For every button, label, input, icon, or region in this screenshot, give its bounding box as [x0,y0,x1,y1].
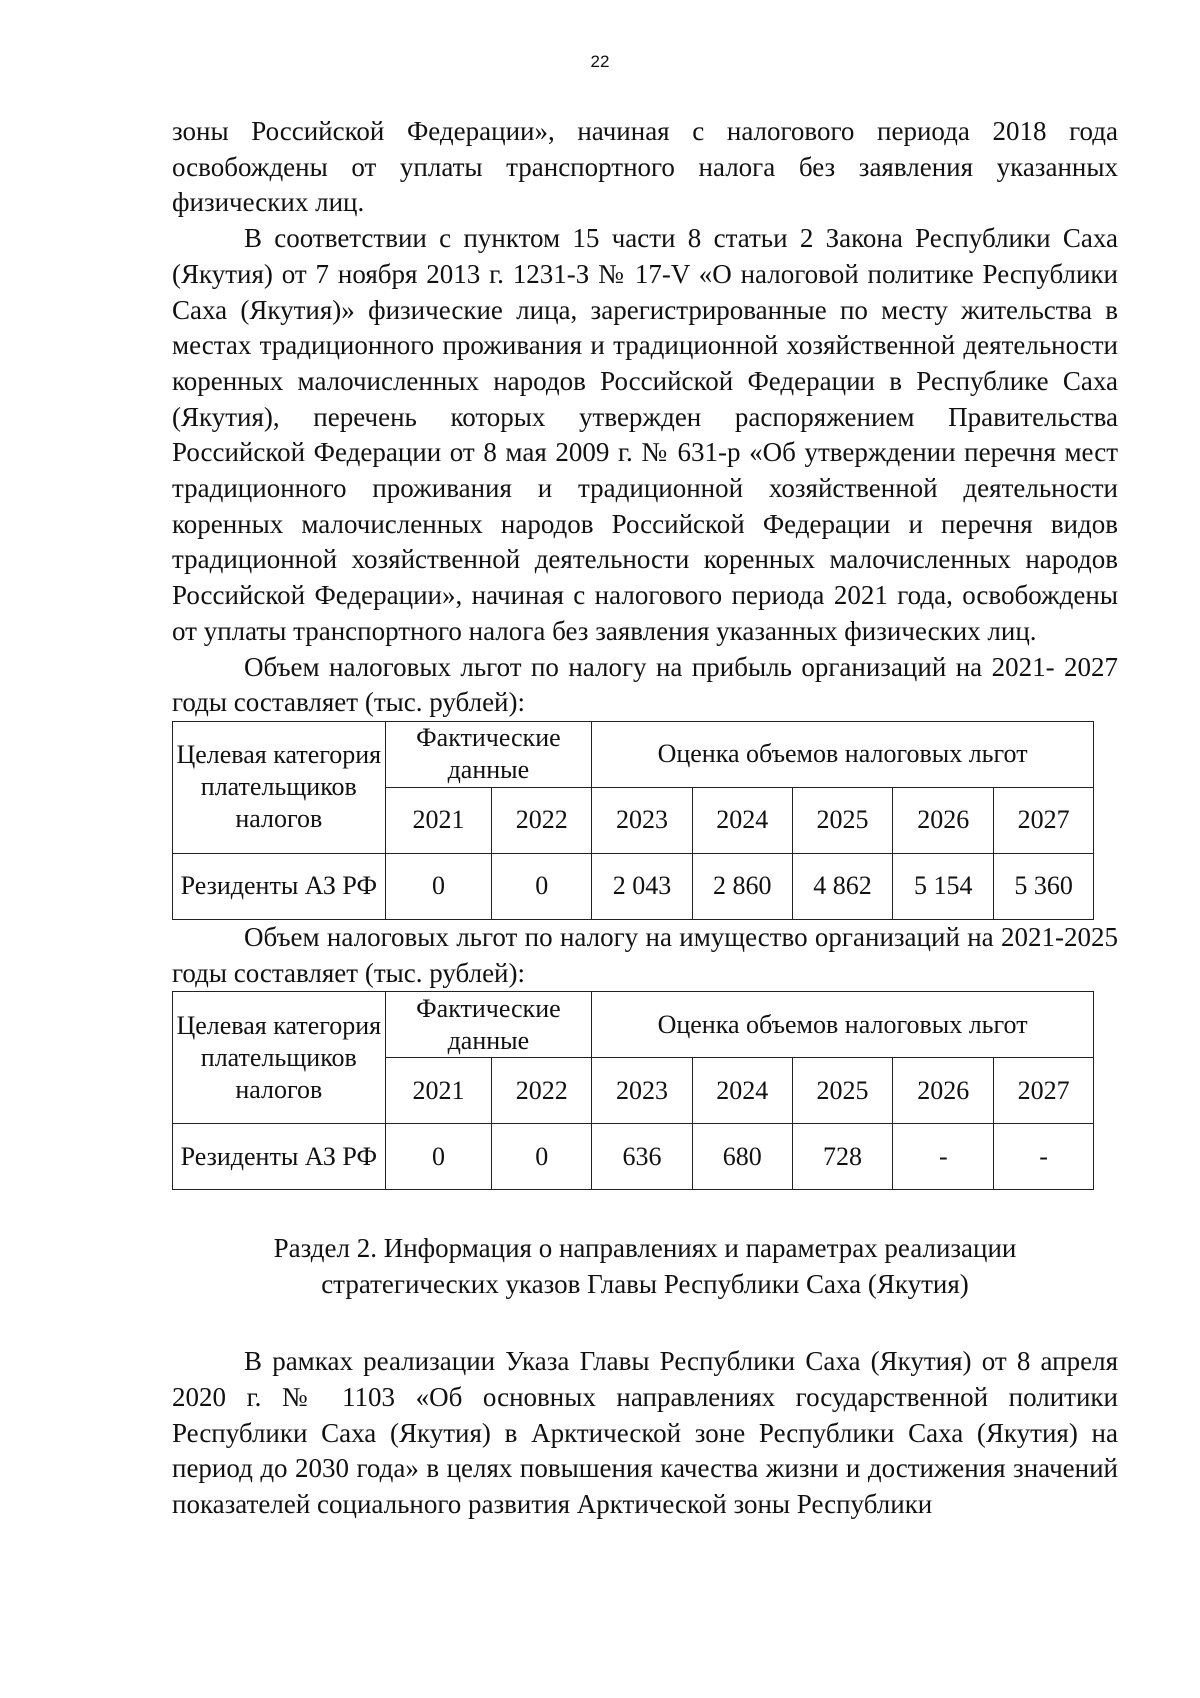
table-year: 2023 [592,1058,693,1124]
page-content [172,114,1118,1523]
table-cell: 0 [492,1124,592,1190]
table-year: 2027 [994,1058,1094,1124]
profit-tax-benefits-table [172,721,1094,920]
table-row [173,853,1094,919]
table-year: 2024 [692,1058,792,1124]
table-year: 2027 [994,787,1094,853]
table-header-actual: Фактические данные [385,992,592,1058]
table-cell: 4 862 [792,853,893,919]
section-heading-line-2: стратегических указов Главы Республики Саха (Якутия) [321,1269,969,1300]
table-cell: 636 [592,1124,693,1190]
table-cell: 0 [385,853,492,919]
table-year: 2025 [792,1058,893,1124]
table-year: 2026 [893,1058,994,1124]
paragraph-2: В соответствии с пунктом 15 части 8 статьи 2 Закона Республики Саха (Якутия) от 7 ноября 2013 г. 1231-З № 17-V «О налоговой политике Республики Саха (Якутия)» физические лица, зарегистрированные по месту жительства в местах традиционного проживания и традиционной хозяйственной деятельности коренных малочисленных народов Российской Федерации в Республике Саха (Якутия), перечень которых утвержден распоряжением Правительства Российской Федерации от 8 мая 2009 г. № 631-р «Об утверждении перечня мест традиционного проживания и традиционной хозяйственной деятельности коренных малочисленных народов Российской Федерации и перечня видов традиционной хозяйственной деятельности коренных малочисленных народов Российской Федерации», начиная с налогового периода 2021 года, освобождены от уплаты транспортного налога без заявления указанных физических лиц. [172,223,1118,646]
table-cell: 5 154 [893,853,994,919]
table-cell: 5 360 [994,853,1094,919]
table-year: 2021 [385,787,492,853]
table-row-label: Резиденты АЗ РФ [173,1124,386,1190]
paragraph-5: В рамках реализации Указа Главы Республики Саха (Якутия) от 8 апреля 2020 г. № 1103 «Об основных направлениях государственной политики Республики Саха (Якутия) в Арктической зоне Республики Саха (Якутия) на период до 2030 года» в целях повышения качества жизни и достижения значений показателей социального развития Арктической зоны Республики [172,1346,1118,1520]
table-header-category: Целевая категория плательщиков налогов [173,992,386,1124]
table-header-estimate: Оценка объемов налоговых льгот [592,992,1094,1058]
table-year: 2021 [385,1058,492,1124]
table-year: 2025 [792,787,893,853]
table-year: 2022 [492,1058,592,1124]
table-row-label: Резиденты АЗ РФ [173,853,386,919]
table-cell: 0 [385,1124,492,1190]
table-cell: 728 [792,1124,893,1190]
table-year: 2023 [592,787,693,853]
table-year: 2026 [893,787,994,853]
section-heading-line-1: Раздел 2. Информация о направлениях и параметрах реализации [273,1233,1017,1264]
table-header-category: Целевая категория плательщиков налогов [173,721,386,853]
table-cell: 2 043 [592,853,693,919]
table-row [173,1124,1094,1190]
table-cell: 2 860 [692,853,792,919]
section-heading [172,1230,1118,1302]
page-number: 22 [590,52,610,71]
table-cell: - [994,1124,1094,1190]
paragraph-1: зоны Российской Федерации», начиная с налогового периода 2018 года освобождены от уплаты транспортного налога без заявления указанных физических лиц. [172,116,1118,218]
paragraph-3: Объем налоговых льгот по налогу на прибыль организаций на 2021- 2027 годы составляет (тыс. рублей): [172,651,1118,718]
table-year: 2024 [692,787,792,853]
table-header-estimate: Оценка объемов налоговых льгот [592,721,1094,787]
property-tax-benefits-table [172,991,1094,1190]
table-year: 2022 [492,787,592,853]
table-cell: 680 [692,1124,792,1190]
table-header-actual: Фактические данные [385,721,592,787]
table-cell: 0 [492,853,592,919]
table-cell: - [893,1124,994,1190]
paragraph-4: Объем налоговых льгот по налогу на имущество организаций на 2021-2025 годы составляет (тыс. рублей): [172,921,1118,988]
